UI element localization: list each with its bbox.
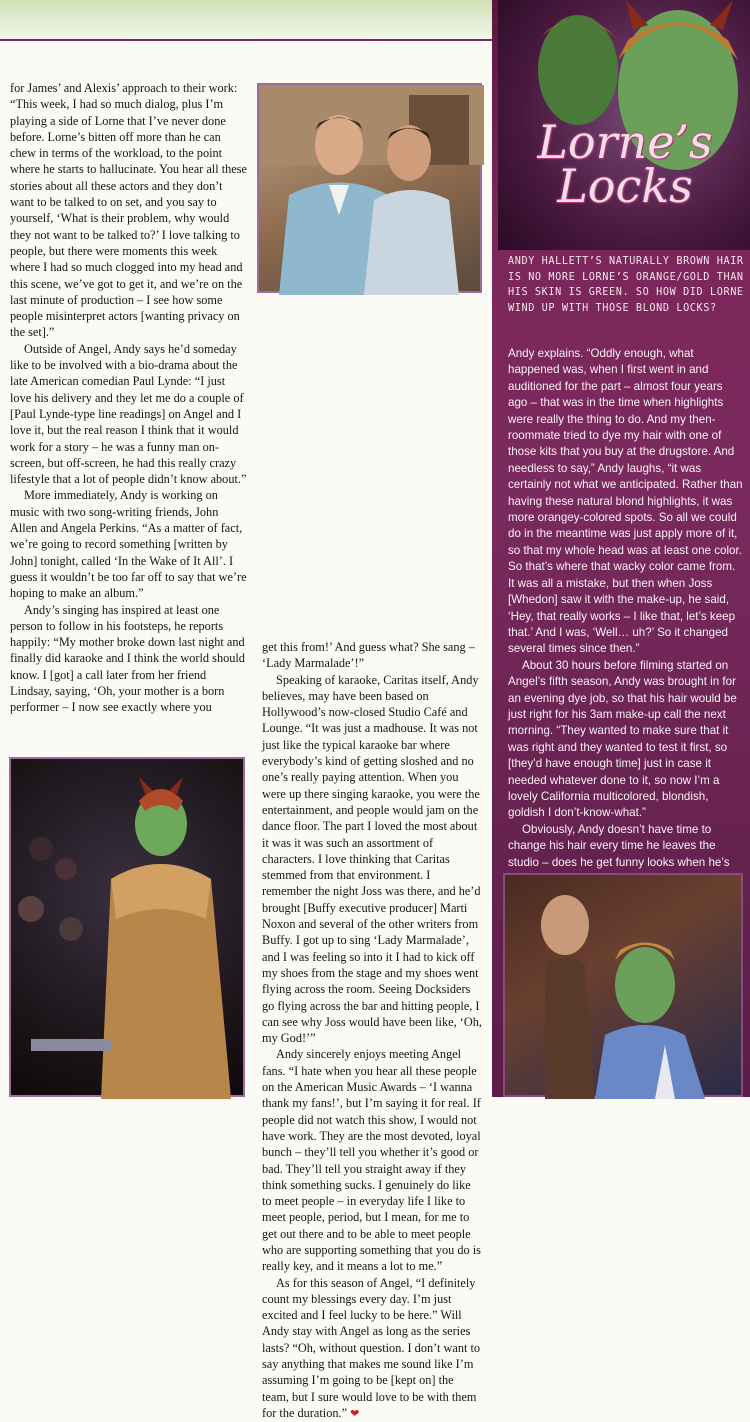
article-column-1 bbox=[10, 80, 247, 716]
header-rule bbox=[0, 39, 492, 41]
paragraph: Andy explains. “Oddly enough, what happened was, when I first went in and auditioned for the part – almost four years ago – that was in the time when highlights were really the thing to do. And my then-roommate tried to dye my hair with one of those kits that you buy at the drugstore. And needless to say,” Andy laughs, “it was certainly not what we anticipated. Rather than having these natural blond highlights, it was more orangey-colored spots. So all we could do in the meantime was just apply more of it, so that my whole head was at least one color. So that’s where that wacky color came from. It was all a mistake, but then when Joss [Whedon] saw it with the make-up, he said, ‘Hey, that really works – I like that, let’s keep that.’ And I was, ‘Well… uh?’ So it changed several times since then.” bbox=[508, 347, 743, 656]
paragraph: for James’ and Alexis’ approach to their work: “This week, I had so much dialog, plus I’m playing a side of Lorne that I’ve never done before. Lorne’s bitten off more than he can chew in terms of the workload, to the point where he starts to hallucinate. You hear all these stories about all these actors and they don’t want to be talked to on set, and you say to yourself, ‘What is their problem, why would they not want to be talked to?’ I love talking to people, but there were moments this week where I had so much clogged into my head and this scene, we’ve got to get it, and we’re on the last minute of production – I see how some people misinterpret actors [wanting privacy on the set].” bbox=[10, 81, 247, 340]
paragraph: Andy sincerely enjoys meeting Angel fans. “I hate when you hear all these people on the American Music Awards – ‘I wanna thank my fans!’, but I’m saying it for real. If people did not watch this show, I would not have work. They are the most devoted, loyal bunch – they’ll tell you whether it’s good or bad. They’ll tell you straight away if they think something sucks. I genuinely do like to meet people – in everyday life I like to meet people, period, but I mean, for me to get out there and to be able to meet people who are supporting something that you do is really key, and it means a lot to me.” bbox=[262, 1047, 481, 1274]
sidebar-body bbox=[508, 346, 744, 937]
sidebar-intro: ANDY HALLETT’S NATURALLY BROWN HAIR IS NO MORE LORNE’S ORANGE/GOLD THAN HIS SKIN IS GREEN. SO HOW DID LORNE WIND UP WITH THOSE BLOND LOCKS? bbox=[508, 256, 744, 314]
end-mark-icon: ❤ bbox=[350, 1407, 360, 1420]
photo-makeup-chair bbox=[503, 873, 743, 1097]
paragraph: Outside of Angel, Andy says he’d someday like to be involved with a bio-drama about the late American comedian Paul Lynde: “I just love his delivery and they let me do a couple of [Paul Lynde-type line readings] on Angel and I love it, but the real reason I think that it would work for a story – he was a funny man on-screen, but off-screen, he had this really crazy lifestyle that a lot of people didn’t know about.” bbox=[10, 341, 247, 487]
paragraph: As for this season of Angel, “I definitely count my blessings every day. I’m just excited and I feel lucky to be here.” Will Andy stay with Angel as long as the series lasts? “Oh, without question. I don’t want to say anything that makes me sound like I’m assuming I’m going to be [kept on] the team, but I sure would love to be with them for the duration.” ❤ bbox=[262, 1275, 481, 1420]
sidebar-title: Lorne’s Locks bbox=[537, 115, 713, 213]
photo-two-men bbox=[257, 83, 482, 293]
article-column-2 bbox=[262, 639, 482, 1422]
paragraph: Obviously, Andy doesn’t have time to change his hair every time he leaves the studio – does he get funny looks when he’s bbox=[508, 822, 744, 937]
photo-lorne-stage bbox=[9, 757, 245, 1097]
paragraph: More immediately, Andy is working on music with two song-writing friends, John Allen and Angela Perkins. “As a matter of fact, we’re going to record something [written by John] tonight, called ‘In the Wake of It All’. I guess it wouldn’t be too far off to say that we’re hoping to make an album.” bbox=[10, 488, 247, 601]
paragraph: Andy’s singing has inspired at least one person to follow in his footsteps, he reports happily: “My mother broke down last night and finally did karaoke and I think the world should know. I [got] a call later from her friend Lindsay, saying, ‘Oh, your mother is a born performer – I now see exactly where you bbox=[10, 602, 245, 715]
paragraph: get this from!’ And guess what? She sang – ‘Lady Marmalade’!” bbox=[262, 640, 475, 671]
paragraph: Speaking of karaoke, Caritas itself, Andy believes, may have been based on Hollywood’s now-closed Studio Café and Lounge. “It was just a madhouse. It was not just like the typical karaoke bar where everybody’s kind of getting sloshed and no one’s really paying attention. When you were up there singing karaoke, you were the entertainment, and people would jam on the dance floor. The part I loved the most about it was it was such an assortment of characters. I love thinking that Caritas stemmed from that environment. I remember the night Joss was there, and he’d brought [Buffy executive producer] Marti Noxon and several of the other writers from Buffy. I got up to sing ‘Lady Marmalade’, and I was feeling so into it I had to kick off my shoes from the stage and my shoes went flying across the room. Seeing Docksiders go flying across the bar and hitting people, I can see why Joss would have been like, ‘Oh, my God!’” bbox=[262, 672, 482, 1046]
header-band bbox=[0, 0, 492, 40]
paragraph: About 30 hours before filming started on Angel’s fifth season, Andy was brought in for an evening dye job, so that his hair would be just right for his 3am make-up call the next morning. “They wanted to make sure that it was right and they wanted to test it first, so [they’d have enough time] just in case it needed whatever done to it, so now I’m a lovely California multicolored, blondish, goldish I don’t-know-what.” bbox=[508, 658, 737, 820]
